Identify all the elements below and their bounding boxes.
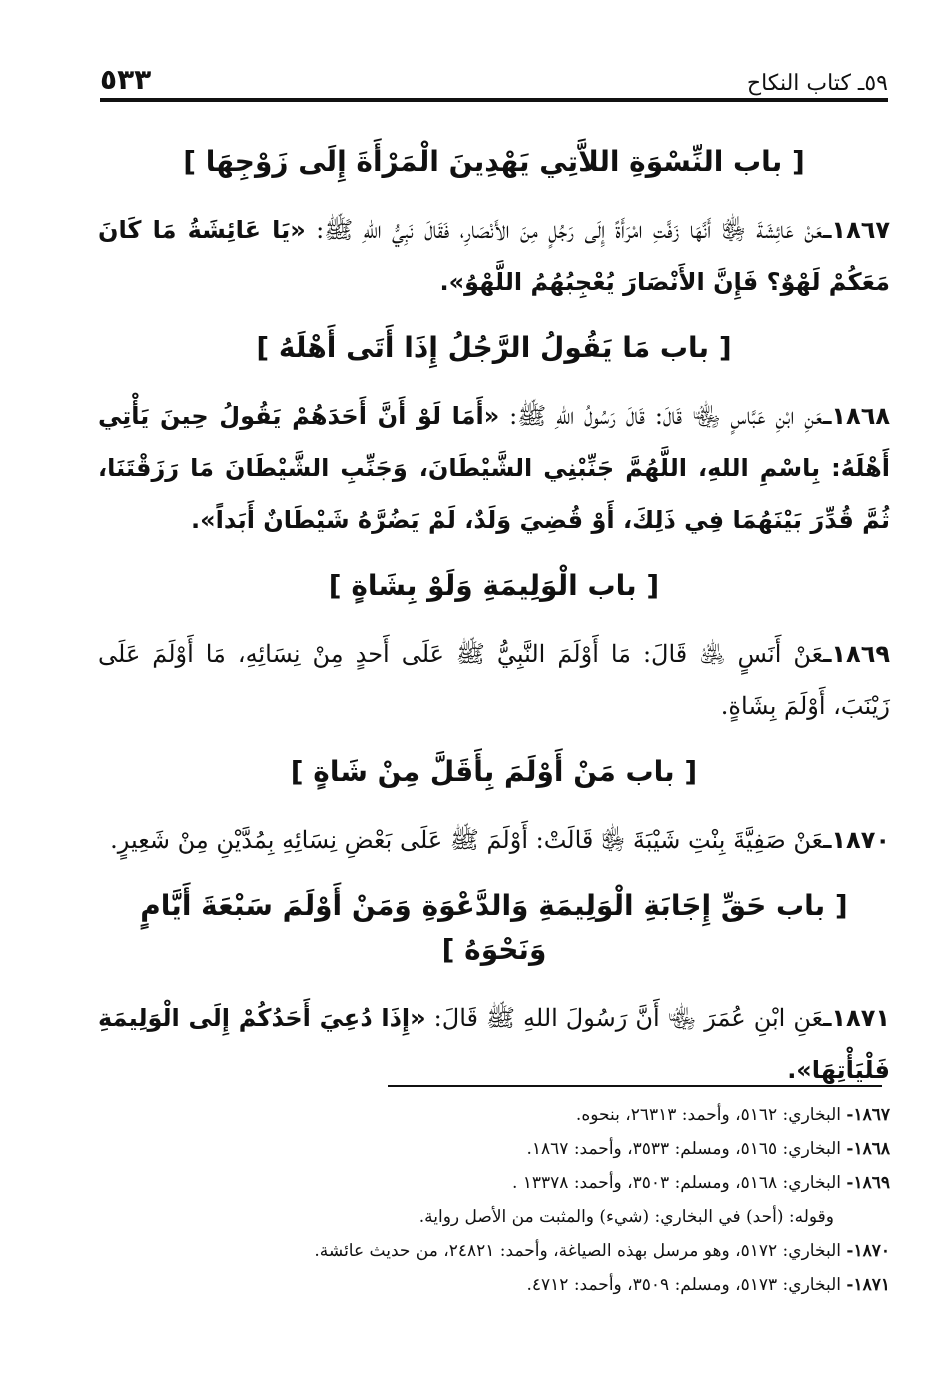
hadith-number: ١٨٦٨ـ [823,402,890,430]
hadith-matn: «أَمَا لَوْ أَنَّ أَحَدَهُمْ يَقُولُ حِينَ يَأْتِي أَهْلَهُ: بِاسْمِ اللهِ، اللَّهُمَّ جَنِّبْنِي الشَّيْطَانَ، وَجَنِّبِ الشَّيْطَانَ مَا رَزَقْتَنَا، ثُمَّ قُدِّرَ بَيْنَهُمَا فِي ذَلِكَ، أَوْ قُضِيَ وَلَدٌ، لَمْ يَضُرَّهُ شَيْطَانٌ أَبَداً». [98,402,890,534]
page-number: ٥٣٣ [100,63,152,96]
footnote [220,1098,890,1132]
hadith-isnad: عَنِ ابْنِ عُمَرَ ﵄ أَنَّ رَسُولَ اللهِ ﷺ قَالَ: [425,1004,824,1032]
footnote [220,1166,890,1200]
footnote-text: البخاري: ٥١٦٢، وأحمد: ٢٦٣١٣، بنحوه. [575,1105,841,1125]
hadith-paragraph [98,628,890,732]
footnote-text: البخاري: ٥١٧٣، ومسلم: ٣٥٠٩، وأحمد: ٤٧١٢. [526,1275,841,1295]
chapter-heading: [ باب الْوَلِيمَةِ وَلَوْ بِشَاةٍ ] [328,569,660,602]
running-title: ٥٩ـ كتاب النكاح [746,71,888,96]
running-header [100,56,888,96]
hadith-isnad: عَنْ صَفِيَّةَ بِنْتِ شَيْبَةَ ﵂ قَالَتْ: أَوْلَمَ ﷺ عَلَى بَعْضِ نِسَائِهِ بِمُدَّيْنِ مِنْ شَعِيرٍ. [110,826,824,854]
footnote-rule [388,1085,882,1087]
footnote-text: البخاري: ٥١٧٢، وهو مرسل بهذه الصياغة، وأحمد: ٢٤٨٢١، من حديث عائشة. [314,1241,841,1261]
hadith-number: ١٨٧٠ـ [823,826,890,854]
hadith-paragraph [98,204,890,308]
footnote-text: البخاري: ٥١٦٥، ومسلم: ٣٥٣٣، وأحمد: ١٨٦٧. [526,1139,841,1159]
hadith-number: ١٨٧١ـ [823,1004,890,1032]
footnote-number: ١٨٦٨- [846,1139,890,1159]
header-rule [100,98,888,102]
hadith-isnad: عَنِ ابْنِ عَبَّاسٍ ﵄ قَالَ: قَالَ رَسُولُ اللهِ ﷺ: [499,402,824,430]
chapter-heading: [ باب النِّسْوَةِ اللاَّتِي يَهْدِينَ الْمَرْأَةَ إِلَى زَوْجِهَا ] [183,145,805,178]
chapter-heading: [ باب مَا يَقُولُ الرَّجُلُ إِذَا أَتَى أَهْلَهُ ] [256,331,732,364]
footnote-number: ١٨٦٧- [846,1105,890,1125]
footnote-text: وقوله: (أحد) في البخاري: (شيء) والمثبت من الأصل رواية. [418,1207,834,1227]
hadith-number: ١٨٦٩ـ [823,640,890,668]
chapter-heading: [ باب حَقِّ إِجَابَةِ الْوَلِيمَةِ وَالدَّعْوَةِ وَمَنْ أَوْلَمَ سَبْعَةَ أَيَّامٍ وَنَحْوَهُ ] [140,889,848,966]
footnote [220,1234,890,1268]
footnotes [220,1098,890,1302]
chapter-heading: [ باب مَنْ أَوْلَمَ بِأَقَلَّ مِنْ شَاةٍ ] [290,755,698,788]
hadith-number: ١٨٦٧ـ [823,216,891,244]
main-text [98,140,890,1114]
footnote [220,1132,890,1166]
hadith-paragraph [98,390,890,546]
footnote-number: ١٨٧٠- [846,1241,890,1261]
hadith-paragraph [98,992,890,1096]
footnote-number: ١٨٧١- [846,1275,890,1295]
hadith-matn: «إِذَا دُعِيَ أَحَدُكُمْ إِلَى الْوَلِيمَةِ فَلْيَأْتِهَا». [98,1004,890,1084]
footnote-text: البخاري: ٥١٦٨، ومسلم: ٣٥٠٣، وأحمد: ١٣٣٧٨ . [511,1173,841,1193]
hadith-isnad: عَنْ أَنَسٍ ﵁ قَالَ: مَا أَوْلَمَ النَّبِيُّ ﷺ عَلَى أَحدٍ مِنْ نِسَائِهِ، مَا أَوْلَمَ عَلَى زَيْنَبَ، أَوْلَمَ بِشَاةٍ. [98,640,890,720]
hadith-paragraph [98,814,890,866]
footnote-continuation [220,1200,890,1234]
footnote [220,1268,890,1302]
footnote-number: ١٨٦٩- [846,1173,890,1193]
hadith-matn: «يَا عَائِشَةُ مَا كَانَ مَعَكُمْ لَهْوٌ؟ فَإِنَّ الأَنْصَارَ يُعْجِبُهُمُ اللَّهْوُ». [98,216,890,296]
hadith-isnad: عَنْ عَائِشَةَ ﵂ أَنَّهَا زَفَّتِ امْرَأَةً إِلَى رَجُلٍ مِنَ الأَنْصَارِ، فَقَالَ نَبِيُّ اللهِ ﷺ: [305,216,824,244]
